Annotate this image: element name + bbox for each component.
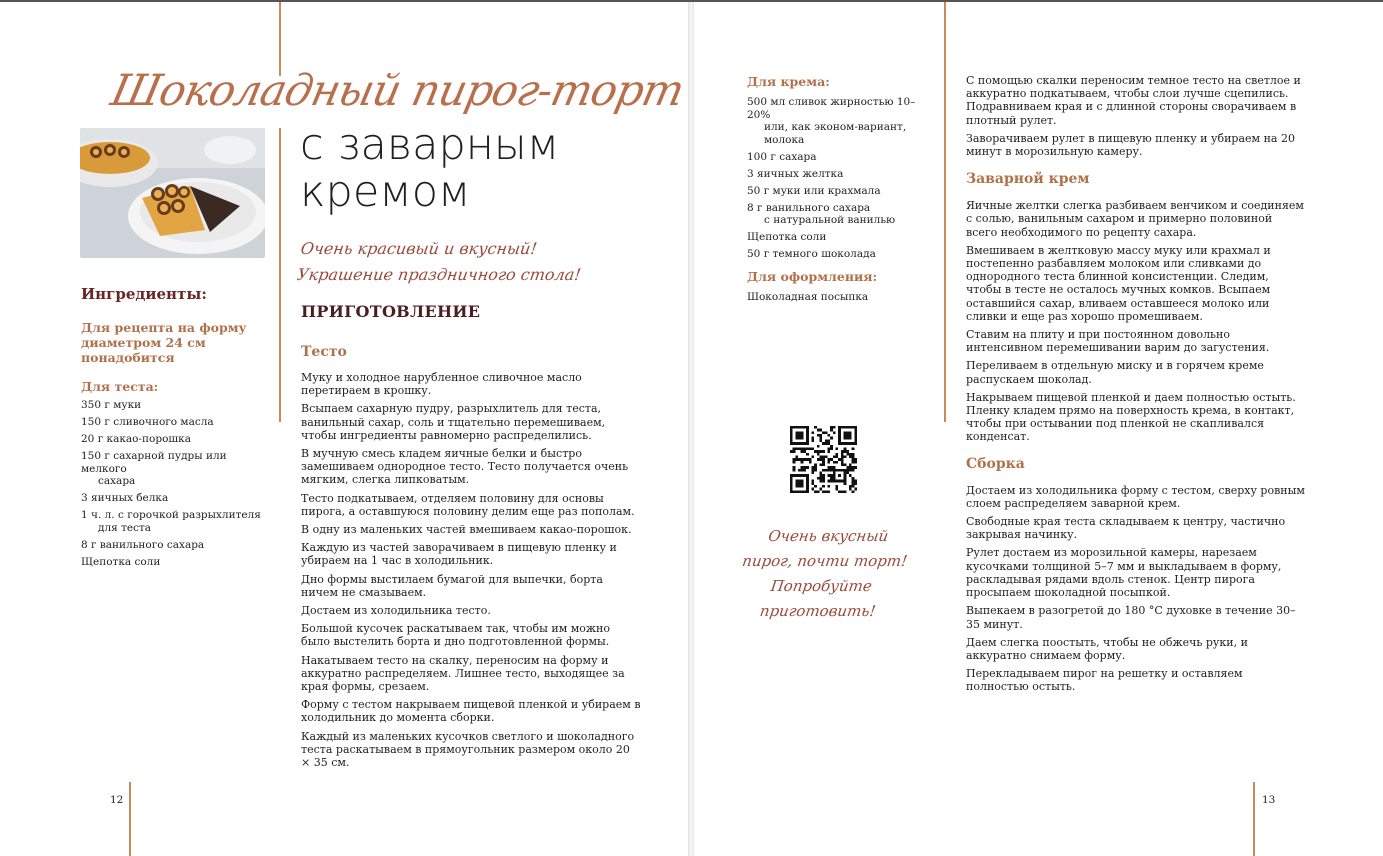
step-paragraph: Свободные края теста складываем к центру, частично закрывая начинку. [966, 515, 1286, 542]
decor-ingredients-heading: Для оформления: [747, 268, 878, 284]
step-paragraph: С помощью скалки переносим темное тесто на светлое и аккуратно подкатываем, чтобы слои лучше сцепились. Подравниваем края и с длинной стороны сворачиваем в плотный рулет. [966, 74, 1301, 127]
ingredient-text: Щепотка соли [747, 231, 827, 243]
step-paragraph: Накатываем тесто на скалку, переносим на форму и аккуратно распределяем. Лишнее тесто, выходящее за края формы, срезаем. [301, 653, 625, 694]
assembly-section-heading: Сборка [966, 455, 1025, 472]
ingredient-item [81, 416, 271, 429]
page-number-left: 12 [110, 794, 124, 806]
step-paragraph: В одну из маленьких частей вмешиваем какао-порошок. [301, 523, 632, 537]
ingredients-block [81, 285, 271, 573]
rule-right-top [944, 2, 946, 422]
ingredient-text: 1 ч. л. с горочкой разрыхлителя [81, 509, 261, 521]
ingredient-item [747, 185, 927, 198]
ingredient-text: 150 г сахарной пудры или мелкого [81, 450, 227, 475]
ingredient-text: 150 г сливочного масла [81, 416, 214, 428]
step-paragraph: Даем слегка поостыть, чтобы не обжечь руки, и аккуратно снимаем форму. [966, 635, 1248, 662]
ingredient-text-cont: или, как эконом-вариант, молока [764, 121, 907, 146]
ingredient-item [81, 556, 271, 569]
book-gutter [688, 2, 694, 856]
dough-section-heading: Тесто [301, 344, 347, 360]
ingredient-item [747, 231, 927, 244]
step-paragraph: Тесто подкатываем, отделяем половину для основы пирога, а оставшуюся половину делим еще раз пополам. [301, 491, 635, 518]
step-paragraph: Каждый из маленьких кусочков светлого и шоколадного теста раскатываем в прямоугольник размером около 20 × 35 см. [301, 729, 635, 770]
ingredient-text-cont: сахара [98, 475, 136, 487]
step-paragraph: Рулет достаем из морозильной камеры, нарезаем кусочками толщиной 5–7 мм и выкладываем в форму, раскладывая рядами вдоль стенок. Центр пирога просыпаем шоколадной посыпкой. [966, 546, 1282, 600]
preparation-block [301, 302, 641, 774]
ingredient-text: 3 яичных белка [81, 492, 169, 504]
ingredient-text: 50 г муки или крахмала [747, 184, 881, 197]
ingredient-text: 100 г сахара [747, 150, 817, 163]
preparation-cont-block [966, 74, 1306, 699]
step-paragraph: Переливаем в отдельную миску и в горячем креме распускаем шоколад. [966, 359, 1264, 386]
ingredients-intro: Для рецепта на форму диаметром 24 см понадобится [81, 320, 247, 365]
dough-steps-cont [966, 74, 1306, 158]
ingredient-item [81, 492, 271, 505]
cake-photo [80, 128, 265, 258]
step-paragraph: Ставим на плиту и при постоянном довольно интенсивном перемешивании варим до загустения. [966, 328, 1270, 355]
ingredients-heading: Ингредиенты: [81, 285, 207, 303]
rule-left-bottom [129, 782, 131, 856]
cream-ingredients-list [747, 96, 927, 261]
ingredient-text: 50 г темного шоколада [747, 248, 876, 260]
step-paragraph: Перекладываем пирог на решетку и оставляем полностью остыть. [966, 667, 1243, 694]
ingredient-text: Шоколадная посыпка [747, 290, 869, 303]
ingredient-text: 500 мл сливок жирностью 10–20% [747, 96, 916, 121]
ingredient-text: 8 г ванильного сахара [747, 201, 871, 214]
ingredient-item [81, 399, 271, 412]
title-line-2: кремом [300, 167, 471, 217]
ingredient-text-cont: для теста [98, 521, 152, 534]
rule-left-mid [279, 128, 281, 422]
page-title [300, 122, 670, 216]
ingredient-item [747, 96, 927, 146]
step-paragraph: Форму с тестом накрываем пищевой пленкой и убираем в холодильник до момента сборки. [301, 698, 641, 725]
ingredient-text: 3 яичных желтка [747, 167, 844, 180]
side-note: Очень вкусный пирог, почти торт! Попробуйте приготовить! [741, 527, 909, 620]
dough-ingredients-list [81, 399, 271, 568]
ingredient-item [81, 509, 271, 534]
ingredient-text: 8 г ванильного сахара [81, 538, 205, 551]
tagline: Очень красивый и вкусный! Украшение праздничного стола! [295, 239, 583, 284]
qr-code[interactable] [790, 426, 857, 493]
step-paragraph: Каждую из частей заворачиваем в пищевую пленку и убираем на 1 час в холодильник. [301, 541, 617, 568]
ingredient-item [747, 151, 927, 164]
ingredient-item [81, 450, 271, 488]
step-paragraph: Всыпаем сахарную пудру, разрыхлитель для теста, ванильный сахар, соль и тщательно перемешиваем, чтобы ингредиенты равномерно распределились. [301, 402, 606, 442]
decor-ingredients-list [747, 291, 927, 304]
step-paragraph: Большой кусочек раскатываем так, чтобы им можно было выстелить борта и дно подготовленной формы. [301, 622, 610, 649]
ingredient-item [747, 248, 927, 261]
assembly-steps [966, 484, 1306, 694]
ingredients-cont-block [747, 74, 927, 308]
step-paragraph: Выпекаем в разогретой до 180 °С духовке в течение 30–35 минут. [966, 604, 1296, 631]
step-paragraph: В мучную смесь кладем яичные белки и быстро замешиваем однородное тесто. Тесто получается очень мягким, слегка липковатым. [301, 447, 629, 487]
rule-right-bottom [1253, 782, 1255, 856]
rule-left-top [279, 2, 281, 76]
ingredient-item [81, 539, 271, 552]
cream-steps [966, 199, 1306, 443]
ingredient-text: 20 г какао-порошка [81, 433, 191, 445]
cream-section-heading: Заварной крем [966, 171, 1090, 188]
step-paragraph: Яичные желтки слегка разбиваем венчиком и соединяем с солью, ванильным сахаром и примерно половиной всего необходимого по рецепту сахара. [966, 199, 1304, 239]
step-paragraph: Муку и холодное нарубленное сливочное масло перетираем в крошку. [301, 371, 582, 398]
ingredient-text-cont: с натуральной ванилью [764, 214, 896, 226]
step-paragraph: Дно формы выстилаем бумагой для выпечки, борта ничем не смазываем. [301, 572, 603, 599]
ingredient-text: Щепотка соли [81, 555, 161, 568]
step-paragraph: Заворачиваем рулет в пищевую пленку и убираем на 20 минут в морозильную камеру. [966, 131, 1295, 159]
step-paragraph: Вмешиваем в желтковую массу муку или крахмал и постепенно разбавляем молоком или сливками до однородного теста блинной консистенции. Следим, чтобы в тесте не осталось мучных комков. Всыпаем оставшийся сахар, вливаем оставшееся молоко или сливки и еще раз хорошо промешиваем. [966, 243, 1271, 323]
step-paragraph: Накрываем пищевой пленкой и даем полностью остыть. Пленку кладем прямо на поверхность крема, в контакт, чтобы при остывании под пленкой не скапливался конденсат. [966, 390, 1296, 444]
title-line-1: с заварным [300, 120, 560, 170]
ingredient-item [747, 202, 927, 227]
ingredient-item [747, 168, 927, 181]
ingredient-item [81, 433, 271, 446]
page-number-right: 13 [1262, 794, 1276, 806]
step-paragraph: Достаем из холодильника форму с тестом, сверху ровным слоем распределяем заварной крем. [966, 483, 1305, 510]
dough-steps [301, 371, 641, 769]
dough-ingredients-heading: Для теста: [81, 379, 159, 394]
cream-ingredients-heading: Для крема: [747, 74, 830, 89]
step-paragraph: Достаем из холодильника тесто. [301, 604, 491, 618]
ingredient-item [747, 291, 927, 304]
title-script: Шоколадный пирог-торт [106, 66, 688, 116]
preparation-heading: ПРИГОТОВЛЕНИЕ [301, 302, 481, 321]
ingredient-text: 350 г муки [81, 399, 142, 411]
